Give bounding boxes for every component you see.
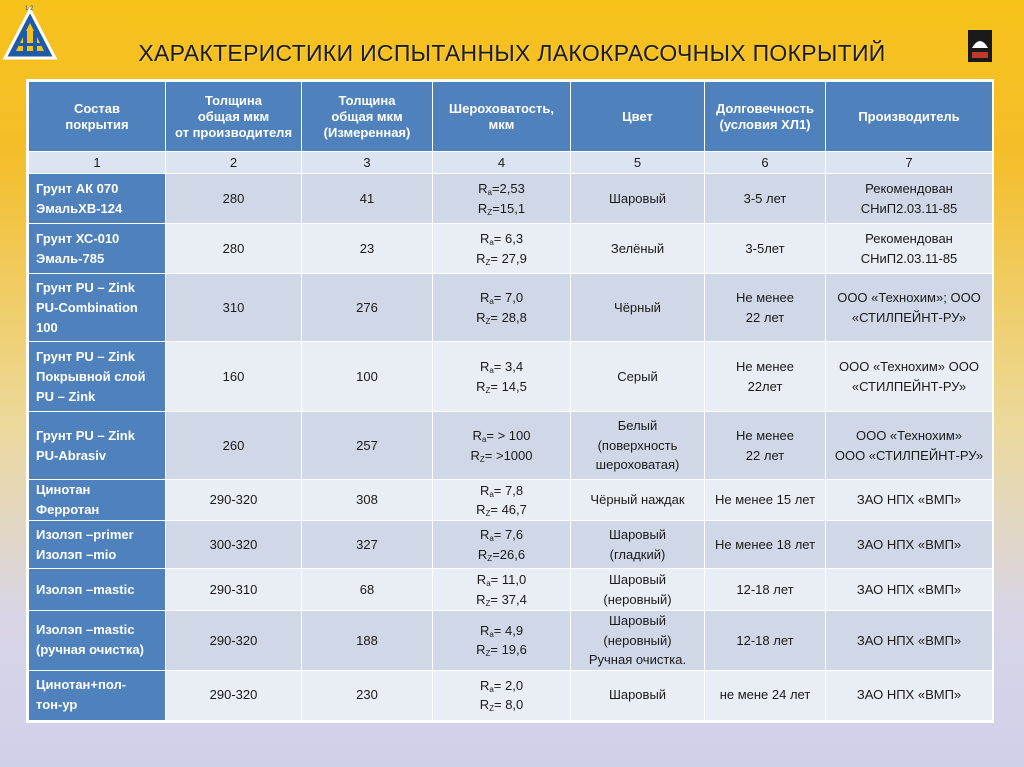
- table-row: [29, 224, 993, 274]
- column-number-2: 2: [166, 152, 302, 174]
- column-header-5: Цвет: [571, 82, 705, 152]
- manufacturer-cell: Рекомендован СНиП2.03.11-85: [826, 224, 993, 274]
- logo-marks: 1 2: [25, 6, 34, 12]
- roughness-ra: $R_a= > 100$: [472, 428, 531, 444]
- composition-cell: Изолэп –primer Изолэп –mio: [29, 521, 166, 569]
- table-row: [29, 569, 993, 611]
- thickness-manufacturer-cell: 310: [166, 274, 302, 342]
- manufacturer-cell: ЗАО НПХ «ВМП»: [826, 569, 993, 611]
- roughness-rz: $R_Z=26,6$: [477, 546, 526, 563]
- color-cell: Шаровый (неровный) Ручная очистка.: [571, 611, 705, 671]
- manufacturer-cell: ЗАО НПХ «ВМП»: [826, 480, 993, 521]
- roughness-cell: [433, 611, 571, 671]
- table-body: [29, 174, 993, 721]
- manufacturer-cell: ООО «Технохим» ООО «СТИЛПЕЙНТ-РУ»: [826, 342, 993, 412]
- table-row: [29, 274, 993, 342]
- coatings-table: [26, 79, 994, 723]
- roughness-cell: [433, 342, 571, 412]
- color-cell: Белый (поверхность шероховатая): [571, 412, 705, 480]
- composition-cell: Грунт ХС-010 Эмаль-785: [29, 224, 166, 274]
- thickness-manufacturer-cell: 290-320: [166, 611, 302, 671]
- thickness-measured-cell: 23: [302, 224, 433, 274]
- manufacturer-cell: ЗАО НПХ «ВМП»: [826, 670, 993, 720]
- roughness-cell: [433, 569, 571, 611]
- thickness-manufacturer-cell: 300-320: [166, 521, 302, 569]
- thickness-manufacturer-cell: 280: [166, 174, 302, 224]
- thickness-measured-cell: 68: [302, 569, 433, 611]
- table-row: [29, 412, 993, 480]
- table-row: [29, 670, 993, 720]
- thickness-manufacturer-cell: 290-320: [166, 670, 302, 720]
- column-number-3: 3: [302, 152, 433, 174]
- table-row: [29, 342, 993, 412]
- color-cell: Чёрный наждак: [571, 480, 705, 521]
- thickness-manufacturer-cell: 160: [166, 342, 302, 412]
- thickness-measured-cell: 327: [302, 521, 433, 569]
- thickness-manufacturer-cell: 290-320: [166, 480, 302, 521]
- column-header-3: Толщина общая мкм (Измеренная): [302, 82, 433, 152]
- roughness-cell: [433, 480, 571, 521]
- durability-cell: 12-18 лет: [705, 611, 826, 671]
- color-cell: Шаровый (гладкий): [571, 521, 705, 569]
- column-number-6: 6: [705, 152, 826, 174]
- column-number-7: 7: [826, 152, 993, 174]
- durability-cell: 12-18 лет: [705, 569, 826, 611]
- roughness-ra: $R_a=2,53$: [478, 181, 525, 197]
- roughness-ra: $R_a= 4,9$: [479, 622, 524, 639]
- color-cell: Зелёный: [571, 224, 705, 274]
- manufacturer-cell: ООО «Технохим» ООО «СТИЛПЕЙНТ-РУ»: [826, 412, 993, 480]
- manufacturer-cell: ЗАО НПХ «ВМП»: [826, 521, 993, 569]
- thickness-measured-cell: 308: [302, 480, 433, 521]
- roughness-ra: $R_a= 6,3$: [479, 231, 524, 247]
- roughness-rz: $R_Z= 46,7$: [476, 502, 527, 518]
- roughness-ra: $R_a= 7,8$: [479, 482, 524, 499]
- composition-cell: Грунт АК 070 ЭмальХВ-124: [29, 174, 166, 224]
- manufacturer-cell: ЗАО НПХ «ВМП»: [826, 611, 993, 671]
- durability-cell: 3-5лет: [705, 224, 826, 274]
- table-row: [29, 521, 993, 569]
- column-header-6: Долговечность (условия ХЛ1): [705, 82, 826, 152]
- roughness-ra: $R_a= 7,0$: [479, 290, 524, 306]
- column-header-7: Производитель: [826, 82, 993, 152]
- durability-cell: Не менее 15 лет: [705, 480, 826, 521]
- thickness-measured-cell: 230: [302, 670, 433, 720]
- roughness-cell: [433, 274, 571, 342]
- column-header-2: Толщина общая мкм от производителя: [166, 82, 302, 152]
- roughness-rz: $R_Z= 28,8$: [476, 309, 527, 326]
- thickness-manufacturer-cell: 280: [166, 224, 302, 274]
- roughness-cell: [433, 224, 571, 274]
- roughness-rz: $R_Z= 27,9$: [476, 250, 527, 267]
- table-row: [29, 611, 993, 671]
- column-number-4: 4: [433, 152, 571, 174]
- roughness-rz: $R_Z= >1000$: [470, 447, 533, 464]
- roughness-rz: $R_Z= 19,6$: [476, 642, 527, 659]
- column-header-1: Состав покрытия: [29, 82, 166, 152]
- roughness-rz: $R_Z= 8,0$: [479, 697, 524, 713]
- thickness-measured-cell: 100: [302, 342, 433, 412]
- thickness-measured-cell: 257: [302, 412, 433, 480]
- roughness-rz: $R_Z= 37,4$: [476, 591, 527, 608]
- durability-cell: Не менее 22 лет: [705, 412, 826, 480]
- roughness-rz: $R_Z= 14,5$: [476, 378, 527, 395]
- color-cell: Серый: [571, 342, 705, 412]
- composition-cell: Изолэп –mastic: [29, 569, 166, 611]
- roughness-ra: $R_a= 7,6$: [479, 527, 524, 543]
- composition-cell: Грунт PU – Zink PU-Combination 100: [29, 274, 166, 342]
- durability-cell: Не менее 18 лет: [705, 521, 826, 569]
- composition-cell: Грунт PU – Zink Покрывной слой PU – Zink: [29, 342, 166, 412]
- thickness-manufacturer-cell: 260: [166, 412, 302, 480]
- roughness-ra: $R_a= 11,0$: [476, 572, 527, 588]
- color-cell: Шаровый: [571, 670, 705, 720]
- composition-cell: Цинотан+пол- тон-ур: [29, 670, 166, 720]
- column-number-1: 1: [29, 152, 166, 174]
- column-header-4: Шероховатость, мкм: [433, 82, 571, 152]
- color-cell: Шаровый (неровный): [571, 569, 705, 611]
- thickness-measured-cell: 41: [302, 174, 433, 224]
- durability-cell: Не менее 22 лет: [705, 274, 826, 342]
- composition-cell: Изолэп –mastic (ручная очистка): [29, 611, 166, 671]
- thickness-manufacturer-cell: 290-310: [166, 569, 302, 611]
- page-title: ХАРАКТЕРИСТИКИ ИСПЫТАННЫХ ЛАКОКРАСОЧНЫХ ПОКРЫТИЙ: [138, 40, 886, 66]
- durability-cell: Не менее 22лет: [705, 342, 826, 412]
- durability-cell: не мене 24 лет: [705, 670, 826, 720]
- column-number-row: [29, 152, 993, 174]
- color-cell: Чёрный: [571, 274, 705, 342]
- thickness-measured-cell: 188: [302, 611, 433, 671]
- thickness-measured-cell: 276: [302, 274, 433, 342]
- roughness-ra: $R_a= 3,4$: [479, 359, 524, 375]
- composition-cell: Цинотан Ферротан: [29, 480, 166, 521]
- roughness-cell: [433, 521, 571, 569]
- table-header-row: [29, 82, 993, 152]
- roughness-cell: [433, 412, 571, 480]
- composition-cell: Грунт PU – Zink PU-Abrasiv: [29, 412, 166, 480]
- table-row: [29, 480, 993, 521]
- roughness-cell: [433, 670, 571, 720]
- roughness-cell: [433, 174, 571, 224]
- durability-cell: 3-5 лет: [705, 174, 826, 224]
- column-number-5: 5: [571, 152, 705, 174]
- roughness-rz: $R_Z=15,1$: [477, 200, 526, 217]
- roughness-ra: $R_a= 2,0$: [479, 677, 524, 694]
- manufacturer-cell: Рекомендован СНиП2.03.11-85: [826, 174, 993, 224]
- table-row: [29, 174, 993, 224]
- manufacturer-cell: ООО «Технохим»; ООО «СТИЛПЕЙНТ-РУ»: [826, 274, 993, 342]
- color-cell: Шаровый: [571, 174, 705, 224]
